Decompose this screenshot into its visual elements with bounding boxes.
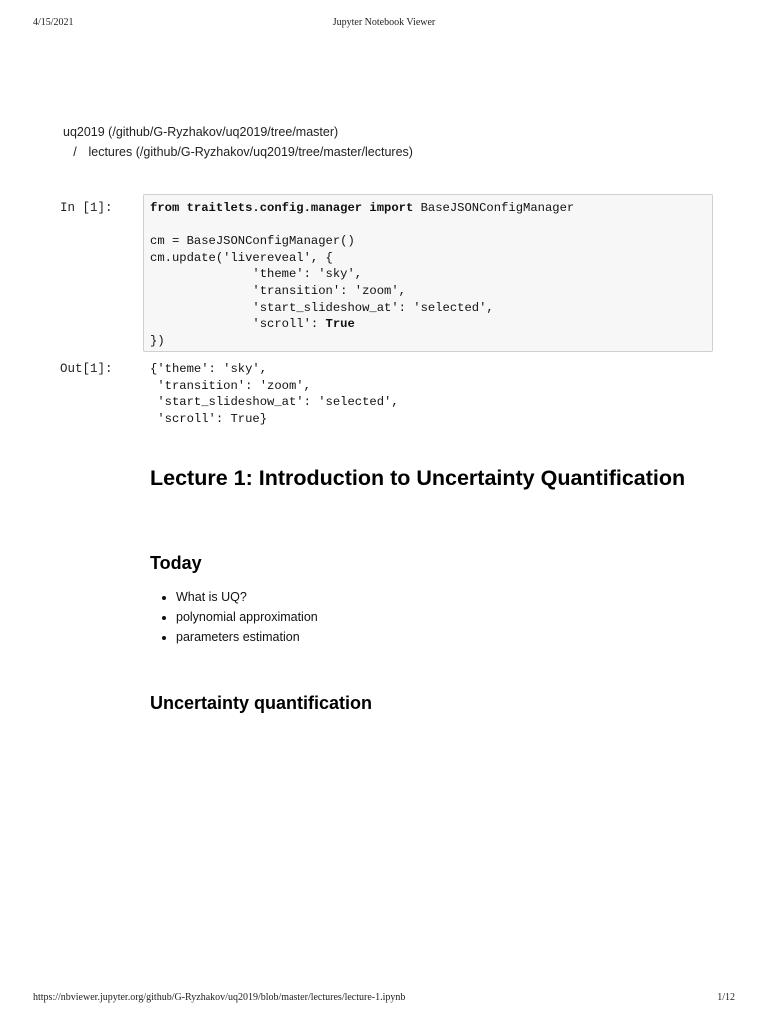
breadcrumb (63, 122, 413, 162)
code-text: }) (150, 333, 165, 348)
code-text: BaseJSONConfigManager (413, 201, 575, 215)
breadcrumb-separator: / (73, 145, 77, 159)
lecture-title: Lecture 1: Introduction to Uncertainty Quantification (150, 466, 686, 490)
code-text: 'scroll': (150, 317, 326, 332)
page-number: 1/12 (717, 992, 735, 1003)
code-line (150, 251, 333, 265)
code-text: cm = BaseJSONConfigManager() (150, 234, 355, 249)
code-line (150, 201, 574, 215)
code-line (150, 301, 494, 315)
output-text: {'theme': 'sky', 'transition': 'zoom', 'start_slideshow_at': 'selected', 'scroll': True} (150, 362, 399, 426)
code-cell-output (143, 361, 399, 427)
code-block (150, 200, 706, 349)
code-text: cm.update('livereveal', { (150, 250, 333, 265)
uq-heading: Uncertainty quantification (150, 693, 373, 713)
markdown-cell-today (150, 552, 710, 647)
breadcrumb-line-lectures (63, 142, 413, 162)
source-url: https://nbviewer.jupyter.org/github/G-Ryzhakov/uq2019/blob/master/lectures/lecture-1.ipynb (33, 992, 406, 1003)
code-line (150, 267, 362, 281)
print-footer (33, 992, 735, 1006)
code-cell-input[interactable] (143, 194, 713, 352)
code-text: 'theme': 'sky', (150, 267, 363, 282)
list-item: • What is UQ? (176, 587, 710, 607)
output-prompt: Out[1]: (60, 362, 113, 376)
code-keyword: True (325, 317, 355, 332)
input-prompt: In [1]: (60, 201, 113, 215)
code-text: 'transition': 'zoom', (150, 283, 406, 298)
code-keyword: from traitlets.config.manager import (150, 201, 414, 215)
code-line (150, 334, 165, 348)
print-header (33, 17, 735, 31)
markdown-cell-title (150, 466, 710, 490)
code-line (150, 284, 406, 298)
breadcrumb-line-root (63, 122, 413, 142)
list-item: • polynomial approximation (176, 607, 710, 627)
today-list (150, 587, 710, 647)
print-date: 4/15/2021 (33, 17, 74, 28)
code-line (150, 234, 355, 248)
breadcrumb-link-lectures[interactable]: lectures (/github/G-Ryzhakov/uq2019/tree/master/lectures) (88, 145, 413, 159)
list-item: • parameters estimation (176, 627, 710, 647)
document-title: Jupyter Notebook Viewer (332, 17, 436, 28)
today-heading: Today (150, 553, 202, 573)
markdown-cell-uq (150, 692, 710, 714)
breadcrumb-link-uq2019[interactable]: uq2019 (/github/G-Ryzhakov/uq2019/tree/master) (63, 125, 339, 139)
code-line (150, 317, 355, 331)
code-text: 'start_slideshow_at': 'selected', (150, 300, 494, 315)
